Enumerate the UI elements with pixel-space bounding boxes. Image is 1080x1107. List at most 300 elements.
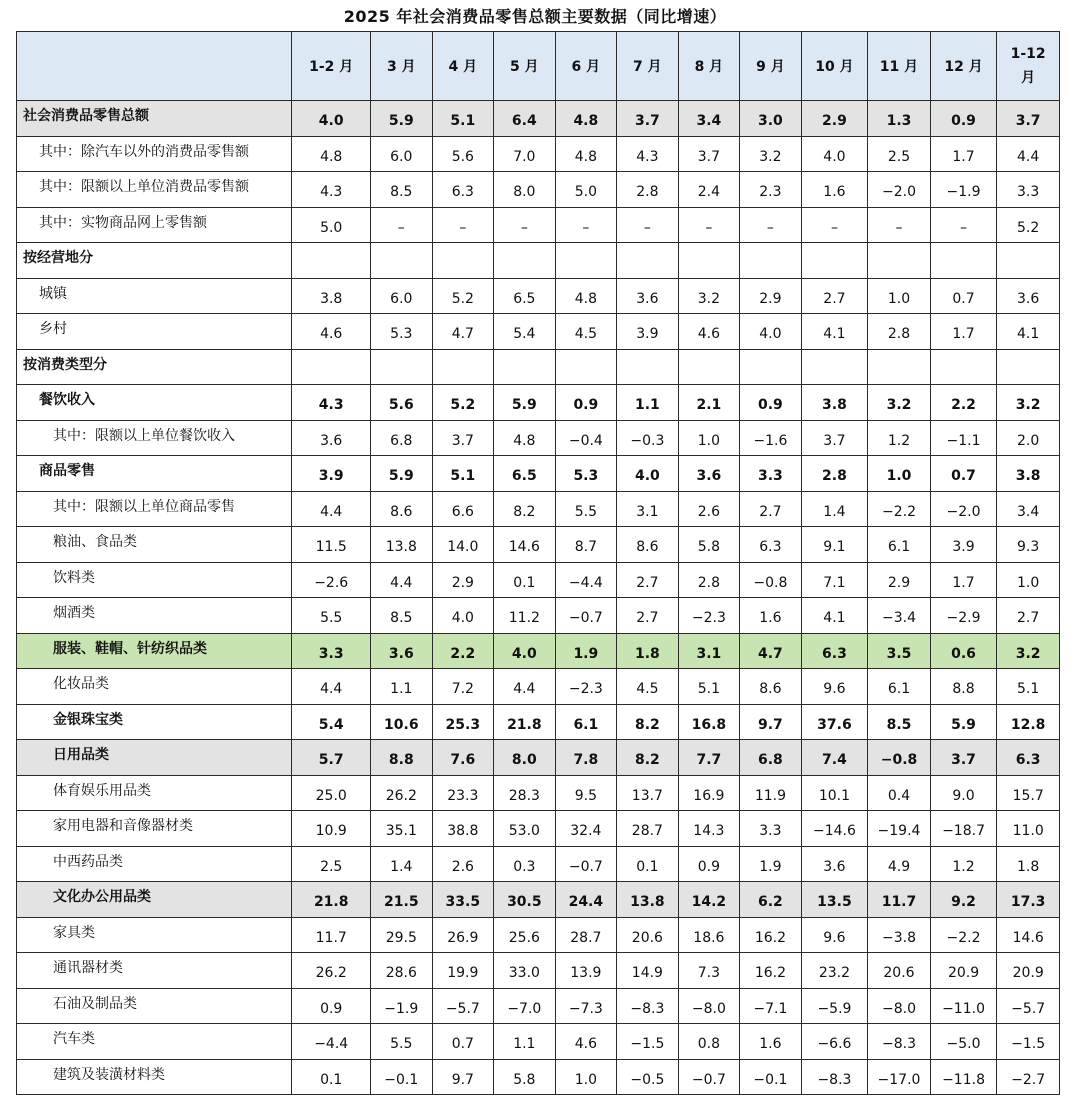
table-row	[17, 562, 1060, 598]
cell-value: 3.4	[678, 101, 740, 137]
cell-value: 10.6	[371, 704, 433, 740]
cell-value: −8.3	[801, 1059, 868, 1095]
table-row	[17, 456, 1060, 492]
cell-value: −2.7	[997, 1059, 1060, 1095]
cell-value: 16.2	[740, 917, 802, 953]
cell-value: 2.9	[740, 278, 802, 314]
cell-value: 5.1	[432, 101, 494, 137]
cell-value: −5.0	[930, 1024, 997, 1060]
cell-value: 21.5	[371, 882, 433, 918]
cell-value: 20.9	[997, 953, 1060, 989]
table-row	[17, 775, 1060, 811]
header-month: 9 月	[740, 32, 802, 101]
cell-value: −3.4	[868, 598, 931, 634]
cell-value: 7.4	[801, 740, 868, 776]
table-row	[17, 704, 1060, 740]
cell-value	[617, 349, 679, 385]
cell-value: –	[930, 207, 997, 243]
row-label: 餐饮收入	[17, 385, 292, 421]
cell-value	[432, 349, 494, 385]
cell-value: −8.0	[868, 988, 931, 1024]
cell-value: 4.7	[740, 633, 802, 669]
cell-value: 38.8	[432, 811, 494, 847]
cell-value: 1.3	[868, 101, 931, 137]
cell-value: 13.8	[371, 527, 433, 563]
cell-value: 9.1	[801, 527, 868, 563]
cell-value: −4.4	[292, 1024, 371, 1060]
row-label: 日用品类	[17, 740, 292, 776]
cell-value: 4.1	[801, 598, 868, 634]
cell-value: 5.8	[678, 527, 740, 563]
cell-value: 2.2	[930, 385, 997, 421]
cell-value: −6.6	[801, 1024, 868, 1060]
cell-value: 9.6	[801, 669, 868, 705]
cell-value: −0.7	[555, 846, 617, 882]
row-label: 家用电器和音像器材类	[17, 811, 292, 847]
cell-value: −2.0	[868, 172, 931, 208]
cell-value: −4.4	[555, 562, 617, 598]
cell-value: −11.8	[930, 1059, 997, 1095]
cell-value: 2.6	[678, 491, 740, 527]
cell-value: 8.5	[868, 704, 931, 740]
row-label: 其中：限额以上单位消费品零售额	[17, 172, 292, 208]
cell-value: 1.6	[740, 1024, 802, 1060]
cell-value: 4.0	[432, 598, 494, 634]
cell-value: 1.1	[494, 1024, 556, 1060]
cell-value: 4.5	[617, 669, 679, 705]
cell-value: 15.7	[997, 775, 1060, 811]
cell-value: 13.8	[617, 882, 679, 918]
table-row	[17, 278, 1060, 314]
cell-value: 3.8	[801, 385, 868, 421]
row-label: 饮料类	[17, 562, 292, 598]
header-month: 1-2 月	[292, 32, 371, 101]
cell-value	[292, 349, 371, 385]
cell-value: 0.1	[494, 562, 556, 598]
table-row	[17, 811, 1060, 847]
cell-value: 5.3	[555, 456, 617, 492]
table-row	[17, 172, 1060, 208]
cell-value: 10.1	[801, 775, 868, 811]
row-label: 城镇	[17, 278, 292, 314]
cell-value: 3.2	[997, 633, 1060, 669]
cell-value	[678, 349, 740, 385]
cell-value: 6.1	[868, 669, 931, 705]
table-row	[17, 491, 1060, 527]
cell-value: 3.2	[868, 385, 931, 421]
table-row	[17, 882, 1060, 918]
header-total-line1: 1-12	[1010, 46, 1046, 62]
row-label: 粮油、食品类	[17, 527, 292, 563]
header-row	[17, 32, 1060, 101]
table-row	[17, 598, 1060, 634]
cell-value: −5.9	[801, 988, 868, 1024]
row-label: 汽车类	[17, 1024, 292, 1060]
cell-value: 5.2	[997, 207, 1060, 243]
row-label: 按消费类型分	[17, 349, 292, 385]
cell-value	[740, 349, 802, 385]
cell-value: 4.7	[432, 314, 494, 350]
cell-value: 0.3	[494, 846, 556, 882]
header-month: 3 月	[371, 32, 433, 101]
cell-value: 13.9	[555, 953, 617, 989]
table-row	[17, 988, 1060, 1024]
cell-value: –	[740, 207, 802, 243]
cell-value: 8.5	[371, 598, 433, 634]
cell-value: 2.8	[868, 314, 931, 350]
cell-value: 4.6	[292, 314, 371, 350]
cell-value: −7.3	[555, 988, 617, 1024]
cell-value: 5.5	[371, 1024, 433, 1060]
cell-value: 3.8	[292, 278, 371, 314]
row-label: 烟酒类	[17, 598, 292, 634]
cell-value: 7.3	[678, 953, 740, 989]
cell-value	[371, 243, 433, 279]
cell-value: 3.3	[740, 811, 802, 847]
cell-value: −0.7	[555, 598, 617, 634]
cell-value: 5.9	[930, 704, 997, 740]
cell-value: 4.3	[292, 172, 371, 208]
cell-value: 11.5	[292, 527, 371, 563]
cell-value: 2.1	[678, 385, 740, 421]
header-month: 5 月	[494, 32, 556, 101]
cell-value: 4.8	[555, 136, 617, 172]
cell-value	[930, 243, 997, 279]
cell-value: 2.8	[801, 456, 868, 492]
cell-value: −2.2	[930, 917, 997, 953]
cell-value: 4.1	[997, 314, 1060, 350]
cell-value: 9.7	[740, 704, 802, 740]
row-label: 体育娱乐用品类	[17, 775, 292, 811]
cell-value: 0.6	[930, 633, 997, 669]
table-row	[17, 349, 1060, 385]
cell-value: 4.8	[555, 278, 617, 314]
cell-value: 6.0	[371, 136, 433, 172]
retail-sales-table	[16, 31, 1060, 1095]
cell-value: 23.2	[801, 953, 868, 989]
cell-value: 11.7	[292, 917, 371, 953]
cell-value: 0.9	[930, 101, 997, 137]
cell-value: 3.7	[930, 740, 997, 776]
cell-value: 6.6	[432, 491, 494, 527]
cell-value: −0.1	[740, 1059, 802, 1095]
cell-value	[555, 349, 617, 385]
cell-value: 4.0	[494, 633, 556, 669]
cell-value: 20.9	[930, 953, 997, 989]
cell-value: 3.3	[292, 633, 371, 669]
cell-value: 33.0	[494, 953, 556, 989]
cell-value: 8.2	[617, 704, 679, 740]
cell-value: 0.9	[740, 385, 802, 421]
cell-value: 6.4	[494, 101, 556, 137]
cell-value: 2.7	[617, 598, 679, 634]
cell-value: 16.8	[678, 704, 740, 740]
cell-value: 4.0	[617, 456, 679, 492]
cell-value: 1.7	[930, 314, 997, 350]
cell-value: 5.0	[292, 207, 371, 243]
cell-value: 4.4	[292, 491, 371, 527]
cell-value: −1.5	[997, 1024, 1060, 1060]
cell-value: −0.5	[617, 1059, 679, 1095]
cell-value: 5.7	[292, 740, 371, 776]
cell-value: 3.2	[997, 385, 1060, 421]
cell-value: 9.7	[432, 1059, 494, 1095]
cell-value: 0.9	[555, 385, 617, 421]
cell-value: 1.6	[740, 598, 802, 634]
cell-value: 3.7	[997, 101, 1060, 137]
cell-value: 4.3	[617, 136, 679, 172]
cell-value: 32.4	[555, 811, 617, 847]
cell-value: 14.6	[997, 917, 1060, 953]
cell-value: 26.2	[292, 953, 371, 989]
table-row	[17, 527, 1060, 563]
cell-value: 25.6	[494, 917, 556, 953]
cell-value: 4.0	[292, 101, 371, 137]
cell-value: 1.8	[997, 846, 1060, 882]
cell-value: 6.5	[494, 278, 556, 314]
cell-value	[678, 243, 740, 279]
cell-value: 35.1	[371, 811, 433, 847]
cell-value	[997, 243, 1060, 279]
cell-value: 5.9	[371, 101, 433, 137]
cell-value: −2.3	[555, 669, 617, 705]
cell-value: 3.7	[678, 136, 740, 172]
cell-value: 14.2	[678, 882, 740, 918]
row-label: 社会消费品零售总额	[17, 101, 292, 137]
cell-value: –	[678, 207, 740, 243]
cell-value: −11.0	[930, 988, 997, 1024]
table-row	[17, 1024, 1060, 1060]
cell-value: 4.6	[555, 1024, 617, 1060]
cell-value: 6.3	[997, 740, 1060, 776]
cell-value: 5.1	[678, 669, 740, 705]
cell-value: 4.6	[678, 314, 740, 350]
table-row	[17, 633, 1060, 669]
cell-value: −2.0	[930, 491, 997, 527]
header-month: 7 月	[617, 32, 679, 101]
table-row	[17, 917, 1060, 953]
cell-value: 1.0	[868, 456, 931, 492]
cell-value: 3.4	[997, 491, 1060, 527]
cell-value: 2.7	[617, 562, 679, 598]
cell-value: 7.6	[432, 740, 494, 776]
cell-value: 1.9	[740, 846, 802, 882]
cell-value: 2.5	[868, 136, 931, 172]
cell-value: –	[801, 207, 868, 243]
cell-value: 3.5	[868, 633, 931, 669]
cell-value: 20.6	[617, 917, 679, 953]
cell-value: 4.4	[292, 669, 371, 705]
row-label: 中西药品类	[17, 846, 292, 882]
cell-value: 1.0	[555, 1059, 617, 1095]
cell-value: 7.8	[555, 740, 617, 776]
cell-value: 25.0	[292, 775, 371, 811]
cell-value: 0.8	[678, 1024, 740, 1060]
cell-value: 17.3	[997, 882, 1060, 918]
table-row	[17, 953, 1060, 989]
cell-value: 6.5	[494, 456, 556, 492]
cell-value: 1.2	[868, 420, 931, 456]
row-label: 其中：限额以上单位餐饮收入	[17, 420, 292, 456]
cell-value: −8.0	[678, 988, 740, 1024]
cell-value: 4.8	[555, 101, 617, 137]
cell-value: 7.1	[801, 562, 868, 598]
cell-value: 2.7	[997, 598, 1060, 634]
cell-value: 0.1	[617, 846, 679, 882]
cell-value: 9.5	[555, 775, 617, 811]
cell-value: 8.0	[494, 740, 556, 776]
table-title: 2025 年社会消费品零售总额主要数据（同比增速）	[343, 7, 727, 26]
cell-value: –	[371, 207, 433, 243]
cell-value: 24.4	[555, 882, 617, 918]
cell-value: 3.6	[371, 633, 433, 669]
cell-value: 4.9	[868, 846, 931, 882]
cell-value: 19.9	[432, 953, 494, 989]
cell-value: 30.5	[494, 882, 556, 918]
cell-value	[868, 243, 931, 279]
cell-value	[617, 243, 679, 279]
row-label: 乡村	[17, 314, 292, 350]
cell-value: −0.7	[678, 1059, 740, 1095]
cell-value: 6.2	[740, 882, 802, 918]
cell-value: 25.3	[432, 704, 494, 740]
cell-value: 0.9	[292, 988, 371, 1024]
table-row	[17, 669, 1060, 705]
row-label: 文化办公用品类	[17, 882, 292, 918]
cell-value: 8.7	[555, 527, 617, 563]
cell-value: 2.9	[801, 101, 868, 137]
cell-value: 2.5	[292, 846, 371, 882]
cell-value: 2.0	[997, 420, 1060, 456]
cell-value: 0.7	[930, 278, 997, 314]
cell-value: 14.0	[432, 527, 494, 563]
cell-value: 28.6	[371, 953, 433, 989]
cell-value: 1.1	[617, 385, 679, 421]
cell-value: 1.0	[868, 278, 931, 314]
cell-value: 8.8	[930, 669, 997, 705]
cell-value: −1.9	[371, 988, 433, 1024]
cell-value: 9.2	[930, 882, 997, 918]
cell-value: 33.5	[432, 882, 494, 918]
cell-value: 3.7	[801, 420, 868, 456]
cell-value: 8.5	[371, 172, 433, 208]
cell-value: 14.9	[617, 953, 679, 989]
cell-value: 5.4	[292, 704, 371, 740]
cell-value: 28.3	[494, 775, 556, 811]
cell-value: 5.6	[432, 136, 494, 172]
cell-value	[997, 349, 1060, 385]
cell-value: 0.7	[930, 456, 997, 492]
header-month: 8 月	[678, 32, 740, 101]
cell-value: −5.7	[997, 988, 1060, 1024]
cell-value: 18.6	[678, 917, 740, 953]
cell-value: 1.4	[371, 846, 433, 882]
row-label: 商品零售	[17, 456, 292, 492]
cell-value: −0.3	[617, 420, 679, 456]
cell-value: −0.8	[868, 740, 931, 776]
cell-value: 4.5	[555, 314, 617, 350]
cell-value: 26.2	[371, 775, 433, 811]
cell-value	[371, 349, 433, 385]
cell-value: 21.8	[292, 882, 371, 918]
cell-value: –	[617, 207, 679, 243]
cell-value: 3.7	[432, 420, 494, 456]
cell-value: −17.0	[868, 1059, 931, 1095]
cell-value: 5.3	[371, 314, 433, 350]
table-row	[17, 420, 1060, 456]
cell-value: 0.1	[292, 1059, 371, 1095]
cell-value: 3.9	[930, 527, 997, 563]
cell-value: −0.1	[371, 1059, 433, 1095]
row-label: 石油及制品类	[17, 988, 292, 1024]
cell-value: 8.6	[740, 669, 802, 705]
cell-value: −7.0	[494, 988, 556, 1024]
cell-value: 2.7	[801, 278, 868, 314]
row-label: 通讯器材类	[17, 953, 292, 989]
cell-value	[494, 243, 556, 279]
table-row	[17, 207, 1060, 243]
cell-value: 1.0	[997, 562, 1060, 598]
cell-value: 3.6	[292, 420, 371, 456]
cell-value: 1.7	[930, 562, 997, 598]
cell-value: 1.7	[930, 136, 997, 172]
cell-value: 16.9	[678, 775, 740, 811]
cell-value: −2.2	[868, 491, 931, 527]
cell-value: −2.6	[292, 562, 371, 598]
cell-value: 3.6	[617, 278, 679, 314]
cell-value: −2.9	[930, 598, 997, 634]
cell-value: 2.3	[740, 172, 802, 208]
cell-value: 5.6	[371, 385, 433, 421]
header-total-line2: 月	[1021, 70, 1036, 86]
cell-value: 4.0	[740, 314, 802, 350]
cell-value: 3.6	[801, 846, 868, 882]
cell-value: −1.1	[930, 420, 997, 456]
cell-value: 5.5	[555, 491, 617, 527]
cell-value: 1.6	[801, 172, 868, 208]
cell-value: −1.6	[740, 420, 802, 456]
cell-value: −1.5	[617, 1024, 679, 1060]
cell-value	[292, 243, 371, 279]
cell-value: 2.4	[678, 172, 740, 208]
cell-value: 4.4	[997, 136, 1060, 172]
cell-value: 4.4	[494, 669, 556, 705]
cell-value: 16.2	[740, 953, 802, 989]
table-row	[17, 243, 1060, 279]
table-row	[17, 136, 1060, 172]
header-corner	[17, 32, 292, 101]
cell-value: 5.9	[494, 385, 556, 421]
row-label: 其中：限额以上单位商品零售	[17, 491, 292, 527]
cell-value	[432, 243, 494, 279]
cell-value: 6.8	[371, 420, 433, 456]
cell-value: 28.7	[617, 811, 679, 847]
cell-value: 2.2	[432, 633, 494, 669]
cell-value: 7.0	[494, 136, 556, 172]
cell-value: 20.6	[868, 953, 931, 989]
cell-value: 9.6	[801, 917, 868, 953]
cell-value: 6.3	[801, 633, 868, 669]
cell-value: 9.3	[997, 527, 1060, 563]
cell-value: 6.0	[371, 278, 433, 314]
cell-value: 5.2	[432, 385, 494, 421]
cell-value: 5.2	[432, 278, 494, 314]
cell-value: 5.8	[494, 1059, 556, 1095]
row-label: 其中：实物商品网上零售额	[17, 207, 292, 243]
cell-value: 2.6	[432, 846, 494, 882]
cell-value	[740, 243, 802, 279]
cell-value: 29.5	[371, 917, 433, 953]
